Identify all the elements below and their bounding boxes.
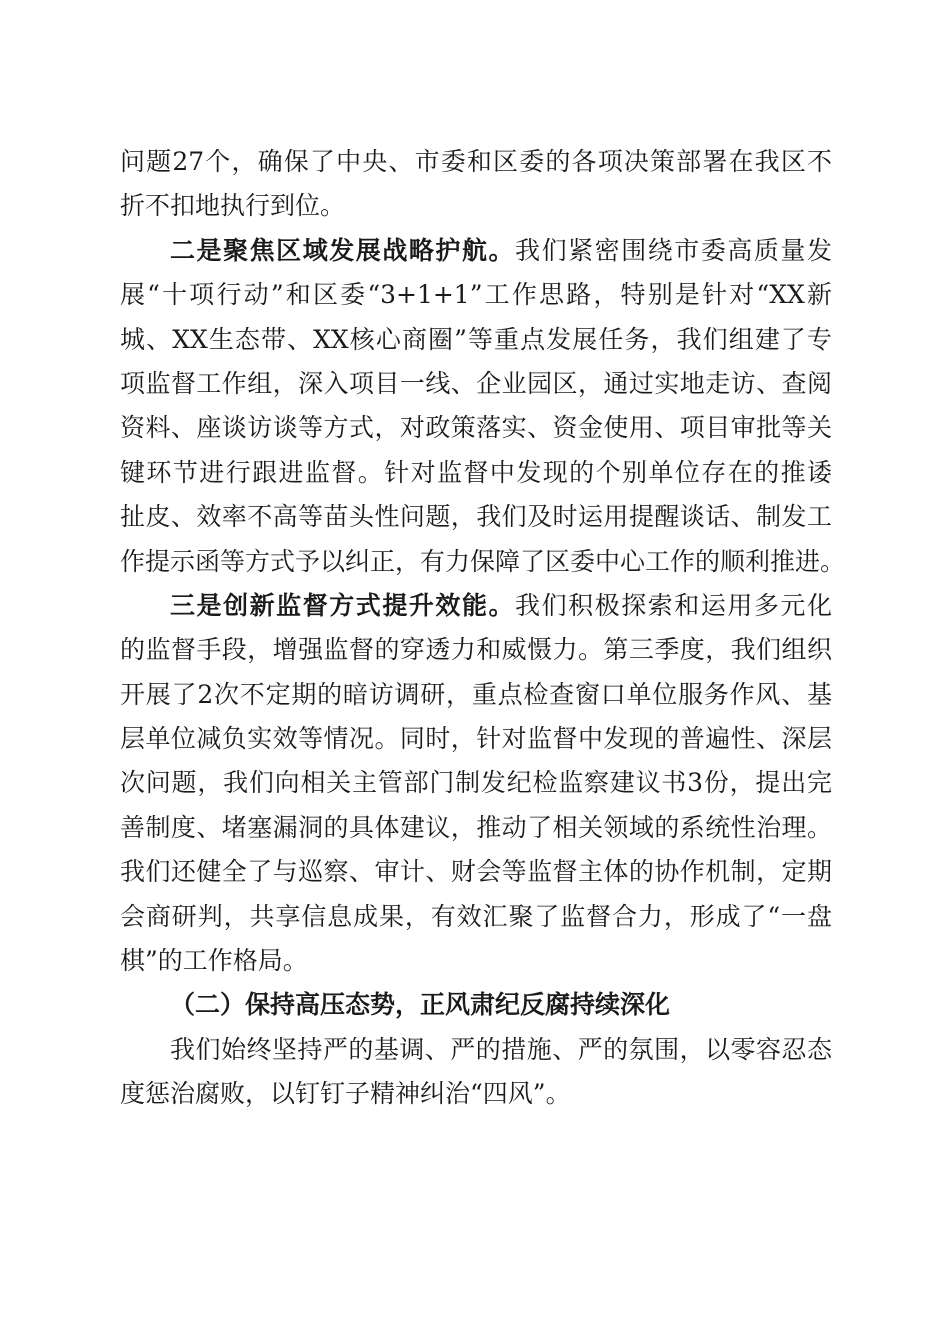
- text-line: 层单位减负实效等情况。同时，针对监督中发现的普遍性、深层: [120, 724, 832, 754]
- text-line: 我们始终坚持严的基调、严的措施、严的氛围，以零容忍态: [170, 1034, 832, 1064]
- text-line: 我们还健全了与巡察、审计、财会等监督主体的协作机制，定期: [120, 857, 832, 887]
- text-line: 城、XX生态带、XX核心商圈”等重点发展任务，我们组建了专: [120, 324, 832, 354]
- text-line: 项监督工作组，深入项目一线、企业园区，通过实地走访、查阅: [120, 368, 832, 398]
- text-line: 资料、座谈访谈等方式，对政策落实、资金使用、项目审批等关: [120, 413, 832, 443]
- text-line: 作提示函等方式予以纠正，有力保障了区委中心工作的顺利推进。: [120, 546, 846, 576]
- text-line: 扯皮、效率不高等苗头性问题，我们及时运用提醒谈话、制发工: [120, 502, 832, 532]
- text-line: 次问题，我们向相关主管部门制发纪检监察建议书3份，提出完: [120, 768, 832, 798]
- text-run: 我们积极探索和运用多元化: [515, 590, 832, 620]
- paragraph-heading: 二是聚焦区域发展战略护航。: [170, 235, 516, 265]
- text-line: 棋”的工作格局。: [120, 946, 308, 976]
- text-line: 键环节进行跟进监督。针对监督中发现的个别单位存在的推诿: [120, 457, 832, 487]
- paragraph-first-line: [120, 584, 832, 628]
- text-line: 会商研判，共享信息成果，有效汇聚了监督合力，形成了“一盘: [120, 901, 832, 931]
- paragraph-first-line: [120, 229, 832, 273]
- text-line: 度惩治腐败，以钉钉子精神纠治“四风”。: [120, 1079, 571, 1109]
- paragraph-heading: 三是创新监督方式提升效能。: [170, 590, 516, 620]
- document-body: [120, 140, 846, 1117]
- text-line: 展“十项行动”和区委“3+1+1”工作思路，特别是针对“XX新: [120, 280, 832, 310]
- text-line: 折不扣地执行到位。: [120, 191, 346, 221]
- text-run: 我们紧密围绕市委高质量发: [515, 235, 832, 265]
- text-line: 善制度、堵塞漏洞的具体建议，推动了相关领域的系统性治理。: [120, 812, 832, 842]
- text-line: 开展了2次不定期的暗访调研，重点检查窗口单位服务作风、基: [120, 679, 832, 709]
- text-line: 的监督手段，增强监督的穿透力和威慑力。第三季度，我们组织: [120, 635, 832, 665]
- text-line: 问题27个，确保了中央、市委和区委的各项决策部署在我区不: [120, 147, 832, 176]
- section-heading: （二）保持高压态势，正风肃纪反腐持续深化: [170, 990, 671, 1020]
